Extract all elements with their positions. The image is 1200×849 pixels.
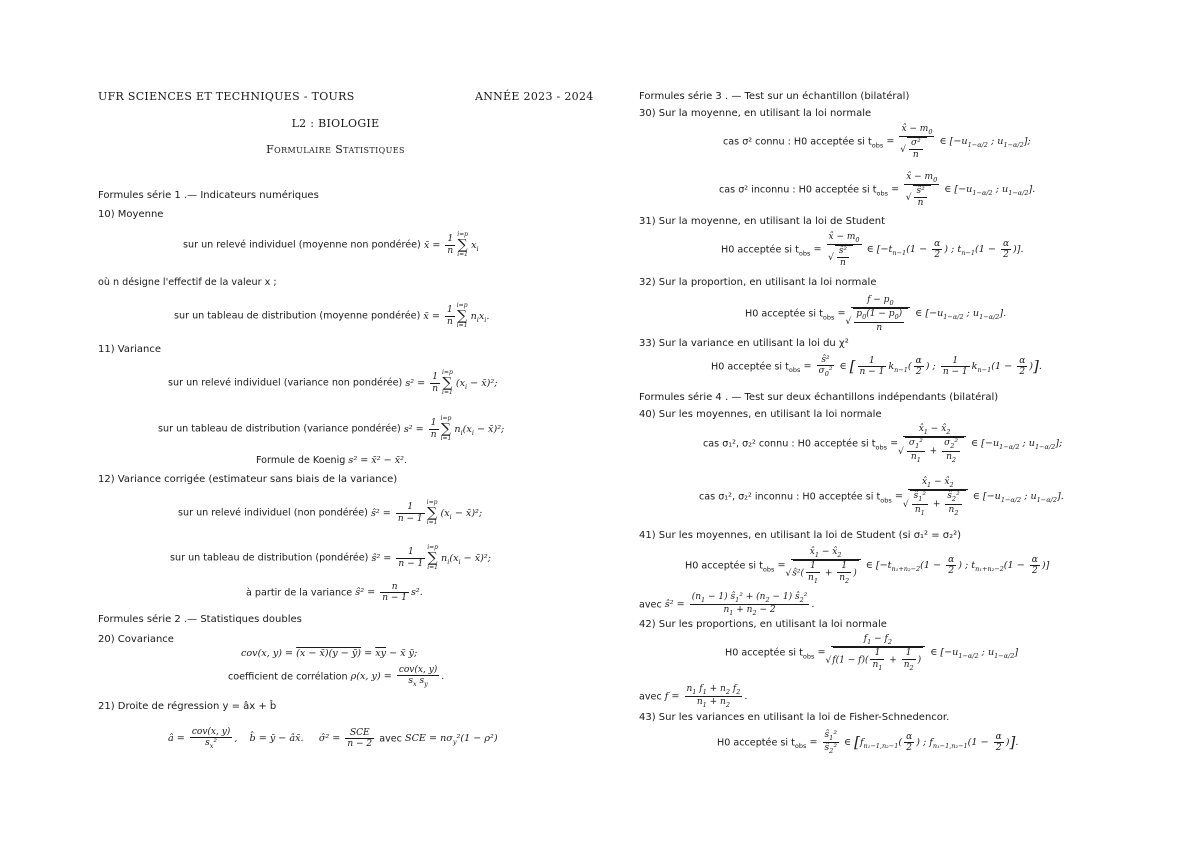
formula-10b xyxy=(174,303,489,329)
formula-30b-label: cas σ² inconnu : H0 acceptée si t xyxy=(719,184,877,196)
formula-42: H0 acceptée si $t_{obs}$ = $f_1 - f_2$ √ f(1 − f)( $\frac{1}{n_1}$ + $\frac{1}{n_2}$ ) ∈ [$-u_{1-\alpha/2}$ ; $u_{1-\alpha/2}$] xyxy=(725,634,1018,672)
formula-11a-math: s² = $\frac{1}{n}$ i=p ∑ i=1 ($x_i$ − x̄)²; xyxy=(405,369,498,396)
formula-42-pooled xyxy=(639,684,747,710)
formula-42-math: = $f_1 - f_2$ √ f(1 − f)( $\frac{1}{n_1}$ + $\frac{1}{n_2}$ ) ∈ [$-u_{1-\alpha/2}$ ; $u_{1-\alpha/2}$] xyxy=(817,647,1018,658)
formula-12c-label: à partir de la variance xyxy=(246,587,353,599)
formula-40b-math: = $x̂_1$ − $x̂_2$ √ $\frac{ŝ_1^2}{n_1}$ + $\frac{ŝ_2^2}{n_2}$ ∈ [$-u_{1-\alpha/2}$ ; $u_{1-\alpha/2}$]. xyxy=(895,491,1064,502)
formula-31: H0 acceptée si $t_{obs}$ = x̂ − $m_0$ √ $\frac{\text{ŝ²}}{n}$ ∈ [$-t_{n-1}(1$ − $\frac{\alpha}{2}$ ) ; $t_{n-1}(1$ − $\frac{\alpha}{2}$ )]. xyxy=(721,232,1024,268)
formula-11c-label: Formule de Koenig xyxy=(256,455,346,466)
document-title: Formulaire Statistiques xyxy=(266,143,405,156)
formula-11a-label: sur un relevé individuel (variance non pondérée) xyxy=(168,377,403,389)
formula-40a-math: = $x̂_1$ − $x̂_2$ √ $\frac{\sigma_1^2}{n_1}$ + $\frac{\sigma_2^2}{n_2}$ ∈ [$-u_{1-\alpha/2}$ ; $u_{1-\alpha/2}$]; xyxy=(890,438,1062,449)
formula-40b-label: cas σ₁², σ₂² inconnu : H0 acceptée si t xyxy=(699,491,881,503)
year-header: ANNÉE 2023 - 2024 xyxy=(475,90,594,103)
item-21-title: 21) Droite de régression y = âx + b̂ xyxy=(98,701,277,712)
formula-32-math: = $f - p_0$ √ $\frac{p_0(1 - p_0)}{n}$ ∈ [$-u_{1-\alpha/2}$ ; $u_{1-\alpha/2}$]. xyxy=(837,308,1006,319)
formula-20a-math: cov(x, y) = (x − x̄)(y − ȳ) = $\overline{xy}$ − x̄ ȳ; xyxy=(241,648,418,659)
formula-33: H0 acceptée si $t_{obs}$ = $\frac{\text{ŝ²}}{\sigma_0^2}$ ∈ [ $\frac{1}{n - 1}$ $k_{n-1}$( $\frac{\alpha}{2}$ ) ; $\frac{1}{n - 1}$ $k_{n-1}(1$ − $\frac{\alpha}{2}$ )]. xyxy=(711,355,1042,379)
formula-40a-label: cas σ₁², σ₂² connu : H0 acceptée si t xyxy=(703,438,876,450)
formula-12b-label: sur un tableau de distribution (pondérée) xyxy=(170,552,369,564)
formula-10b-math: x̄ = $\frac{1}{n}$ i=p ∑ i=1 $n_ix_i$. xyxy=(423,302,490,329)
formula-12b xyxy=(170,545,491,571)
formula-31-label: H0 acceptée si t xyxy=(721,244,799,256)
formula-21-math-b: SCE = $n\sigma_y^2(1 - \rho^2)$ xyxy=(405,733,498,747)
formula-30a-math: = x̂ − $m_0$ √ $\frac{\text{σ²}}{n}$ ∈ [$-u_{1-\alpha/2}$ ; $u_{1-\alpha/2}$]; xyxy=(886,136,1030,147)
formula-30a-label: cas σ² connu : H0 acceptée si t xyxy=(723,136,872,148)
section-1-title: Formules série 1 .— Indicateurs numériques xyxy=(98,190,319,201)
item-40-title: 40) Sur les moyennes, en utilisant la loi normale xyxy=(639,409,882,420)
course-title: L2 : BIOLOGIE xyxy=(291,117,380,130)
item-31-title: 31) Sur la moyenne, en utilisant la loi de Student xyxy=(639,216,886,227)
formula-10a-math: x̄ = $\frac{1}{n}$ i=p ∑ i=1 $x_i$ xyxy=(423,231,479,258)
item-30-title: 30) Sur la moyenne, en utilisant la loi normale xyxy=(639,108,872,119)
item-11-title: 11) Variance xyxy=(98,344,162,355)
formula-12c xyxy=(246,582,423,604)
formula-12a-math: ŝ² = $\frac{1}{n - 1}$ i=p ∑ i=1 ($x_i$ − x̄)²; xyxy=(370,499,483,526)
formula-33-math: = $\frac{\text{ŝ²}}{\sigma_0^2}$ ∈ [ $\frac{1}{n - 1}$ $k_{n-1}$( $\frac{\alpha}{2}$ ) ; $\frac{1}{n - 1}$ $k_{n-1}(1$ − $\frac{\alpha}{2}$ )]. xyxy=(803,355,1042,379)
formula-43: H0 acceptée si $t_{obs}$ = $\frac{ŝ_1^2}{ŝ_2^2}$ ∈ [$f_{n_1-1,n_2-1}$( $\frac{\alpha}{2}$ ) ; $f_{n_1-1,n_2-1}(1$ − $\frac{\alpha}{2}$ )]. xyxy=(717,730,1019,756)
formula-41-avec: avec xyxy=(639,599,662,611)
formula-12c-math: ŝ² = $\frac{n}{n - 1}$ s². xyxy=(355,582,423,604)
formula-12a-label: sur un relevé individuel (non pondérée) xyxy=(178,507,368,519)
formula-43-math: = $\frac{ŝ_1^2}{ŝ_2^2}$ ∈ [$f_{n_1-1,n_2-1}$( $\frac{\alpha}{2}$ ) ; $f_{n_1-1,n_2-1}(1$ − $\frac{\alpha}{2}$ )]. xyxy=(809,730,1019,756)
formula-20b-label: coefficient de corrélation xyxy=(228,671,348,683)
formula-11c-math: s² = x̄² − x̄². xyxy=(348,455,407,466)
formula-41: H0 acceptée si $t_{obs}$ = $x̂_1$ − $x̂_2$ √ ŝ²( $\frac{1}{n_1}$ + $\frac{1}{n_2}$ ) ∈ [$-t_{n_1+n_2-2}(1$ − $\frac{\alpha}{2}$ ) ; $t_{n_1+n_2-2}(1$ − $\frac{\alpha}{2}$ )] xyxy=(685,547,1049,585)
item-10-title: 10) Moyenne xyxy=(98,209,164,220)
formula-30b: cas σ² inconnu : H0 acceptée si $t_{obs}$ = x̂ − $m_0$ √ $\frac{\text{ŝ²}}{n}$ ∈ [$-u_{1-\alpha/2}$ ; $u_{1-\alpha/2}$]. xyxy=(719,172,1035,208)
formula-11a xyxy=(168,370,498,396)
item-41-title: 41) Sur les moyennes, en utilisant la loi de Student (si σ₁² = σ₂²) xyxy=(639,530,962,541)
formula-41-math: = $x̂_1$ − $x̂_2$ √ ŝ²( $\frac{1}{n_1}$ + $\frac{1}{n_2}$ ) ∈ [$-t_{n_1+n_2-2}(1$ − $\frac{\alpha}{2}$ ) ; $t_{n_1+n_2-2}(1$ − $\frac{\alpha}{2}$ )] xyxy=(777,560,1049,571)
note-10: où n désigne l'effectif de la valeur x ; xyxy=(98,277,277,288)
formula-21 xyxy=(168,727,498,751)
item-20-title: 20) Covariance xyxy=(98,634,174,645)
formula-21-avec: avec xyxy=(379,733,402,745)
formula-41-label: H0 acceptée si t xyxy=(685,560,763,572)
formula-30a: cas σ² connu : H0 acceptée si $t_{obs}$ = x̂ − $m_0$ √ $\frac{\text{σ²}}{n}$ ∈ [$-u_{1-\alpha/2}$ ; $u_{1-\alpha/2}$]; xyxy=(723,124,1031,160)
formula-10b-label: sur un tableau de distribution (moyenne pondérée) xyxy=(174,310,421,322)
formula-32: H0 acceptée si $t_{obs}$ = $f - p_0$ √ $\frac{p_0(1 - p_0)}{n}$ ∈ [$-u_{1-\alpha/2}$ ; $u_{1-\alpha/2}$]. xyxy=(745,295,1006,333)
formula-40b: cas σ₁², σ₂² inconnu : H0 acceptée si $t_{obs}$ = $x̂_1$ − $x̂_2$ √ $\frac{ŝ_1^2}{n_1}$ + $\frac{ŝ_2^2}{n_2}$ ∈ [$-u_{1-\alpha/2}$ ; $u_{1-\alpha/2}$]. xyxy=(699,477,1064,517)
formula-20b xyxy=(228,665,444,689)
section-3-title: Formules série 3 . — Test sur un échantillon (bilatéral) xyxy=(639,91,910,102)
formula-11b xyxy=(158,416,504,442)
formula-21-math-a: â = cov(x, y) $s_x^2$ , b̂ = ȳ − âx̄. σ̂² = SCE n − 2 xyxy=(168,727,373,751)
formula-42-pooled-math: f = $\frac{n_1 f_1 + n_2 f_2}{n_1 + n_2}$ . xyxy=(664,684,748,710)
formula-10a-label: sur un relevé individuel (moyenne non pondérée) xyxy=(183,239,421,251)
formula-41-pooled-math: ŝ² = $\frac{(n_1 - 1) ŝ_1^2 + (n_2 - 1) ŝ_2^2}{n_1 + n_2 - 2}$ . xyxy=(664,592,815,618)
item-42-title: 42) Sur les proportions, en utilisant la loi normale xyxy=(639,619,887,630)
section-4-title: Formules série 4 . — Test sur deux échantillons indépendants (bilatéral) xyxy=(639,392,999,403)
formula-42-label: H0 acceptée si t xyxy=(725,647,803,659)
formula-41-pooled xyxy=(639,592,814,618)
institution-header: UFR SCIENCES ET TECHNIQUES - TOURS xyxy=(98,90,355,103)
formula-20a xyxy=(241,648,417,659)
formula-33-label: H0 acceptée si t xyxy=(711,361,789,373)
formula-30b-math: = x̂ − $m_0$ √ $\frac{\text{ŝ²}}{n}$ ∈ [$-u_{1-\alpha/2}$ ; $u_{1-\alpha/2}$]. xyxy=(891,184,1035,195)
formula-40a: cas σ₁², σ₂² connu : H0 acceptée si $t_{obs}$ = $x̂_1$ − $x̂_2$ √ $\frac{\sigma_1^2}{n_1}$ + $\frac{\sigma_2^2}{n_2}$ ∈ [$-u_{1-\alpha/2}$ ; $u_{1-\alpha/2}$]; xyxy=(703,424,1062,464)
formula-12b-math: ŝ² = $\frac{1}{n - 1}$ i=p ∑ i=1 $n_i(x_i$ − x̄)²; xyxy=(371,544,491,571)
formula-32-label: H0 acceptée si t xyxy=(745,308,823,320)
formula-31-math: = x̂ − $m_0$ √ $\frac{\text{ŝ²}}{n}$ ∈ [$-t_{n-1}(1$ − $\frac{\alpha}{2}$ ) ; $t_{n-1}(1$ − $\frac{\alpha}{2}$ )]. xyxy=(813,244,1023,255)
formula-12a xyxy=(178,500,482,526)
formula-42-avec: avec xyxy=(639,691,662,703)
formula-43-label: H0 acceptée si t xyxy=(717,737,795,749)
formula-10a xyxy=(183,232,479,258)
formula-20b-math: ρ(x, y) = cov(x, y) $s_x$ $s_y$ . xyxy=(350,665,445,689)
formula-11c xyxy=(256,455,407,466)
section-2-title: Formules série 2 .— Statistiques doubles xyxy=(98,614,302,625)
item-33-title: 33) Sur la variance en utilisant la loi du χ² xyxy=(639,338,849,349)
formula-11b-math: s² = $\frac{1}{n}$ i=p ∑ i=1 $n_i(x_i$ − x̄)²; xyxy=(403,415,505,442)
formula-11b-label: sur un tableau de distribution (variance pondérée) xyxy=(158,423,401,435)
item-12-title: 12) Variance corrigée (estimateur sans biais de la variance) xyxy=(98,474,398,485)
item-32-title: 32) Sur la proportion, en utilisant la loi normale xyxy=(639,277,877,288)
item-43-title: 43) Sur les variances en utilisant la loi de Fisher-Schnedencor. xyxy=(639,712,950,723)
